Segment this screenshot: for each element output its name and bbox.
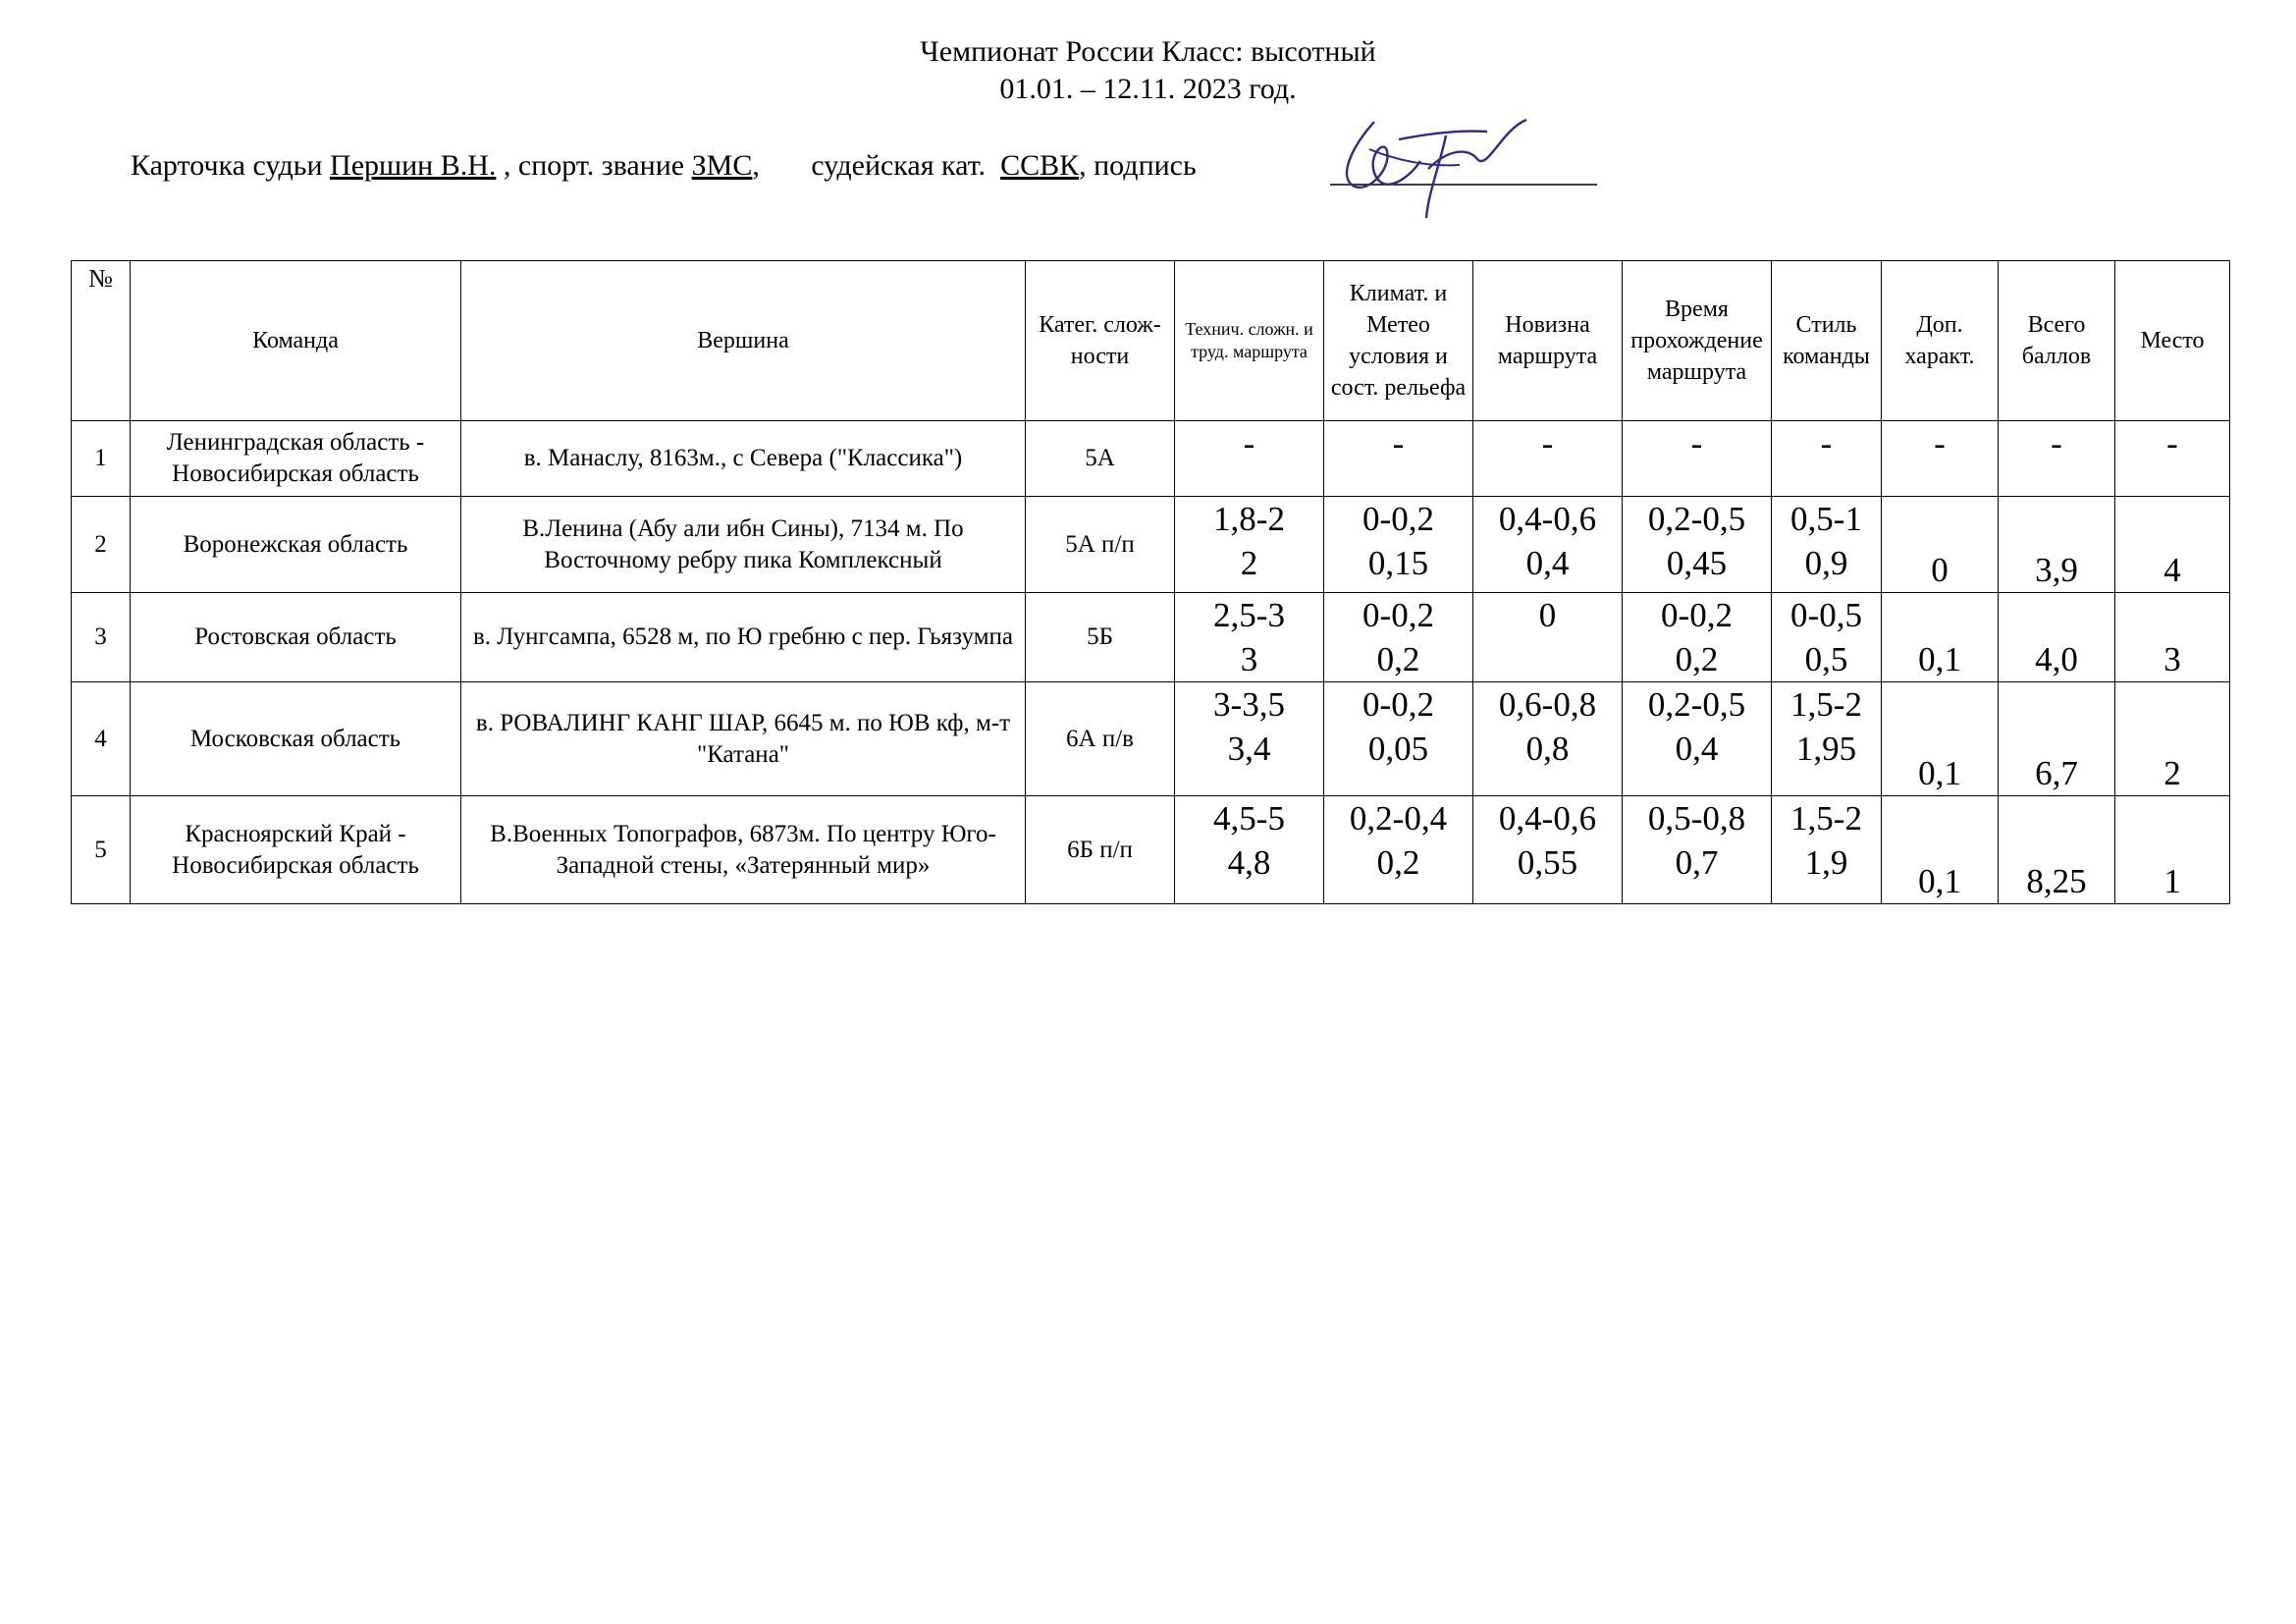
novelty-score: 0,4 [1525, 544, 1570, 582]
row-climate [1324, 593, 1473, 682]
row-tech [1175, 593, 1324, 682]
time-score: 0,4 [1675, 730, 1719, 768]
climate-range: 0-0,2 [1362, 596, 1434, 634]
header-extra: Доп. характ. [1882, 261, 1999, 421]
row-peak: В.Военных Топографов, 6873м. По центру Юго-Западной стены, «Затерянный мир» [461, 796, 1026, 904]
header-style: Стиль команды [1772, 261, 1882, 421]
style-score: 0,9 [1804, 544, 1848, 582]
table-row [72, 497, 2230, 593]
time-range: 0,5-0,8 [1647, 799, 1746, 838]
header-novelty: Новизна маршрута [1473, 261, 1623, 421]
row-style [1772, 593, 1882, 682]
row-extra: 0,1 [1882, 796, 1999, 904]
row-category: 5А [1026, 421, 1175, 497]
row-extra: - [1882, 421, 1999, 497]
row-category: 6Б п/п [1026, 796, 1175, 904]
row-extra: 0 [1882, 497, 1999, 593]
header-total: Всего баллов [1999, 261, 2115, 421]
row-time: - [1623, 421, 1772, 497]
novelty-range: 0,4-0,6 [1498, 500, 1597, 538]
row-time [1623, 593, 1772, 682]
climate-score: 0,2 [1376, 843, 1420, 882]
row-total: 8,25 [1999, 796, 2115, 904]
row-tech [1175, 796, 1324, 904]
novelty-score: 0,55 [1517, 843, 1578, 882]
novelty-score: 0,8 [1525, 730, 1570, 768]
row-total: 4,0 [1999, 593, 2115, 682]
header-time: Время прохождение маршрута [1623, 261, 1772, 421]
row-place: 3 [2115, 593, 2230, 682]
row-time [1623, 796, 1772, 904]
header-climate: Климат. и Метео условия и сост. рельефа [1324, 261, 1473, 421]
row-place: 1 [2115, 796, 2230, 904]
results-table [71, 260, 2230, 904]
tech-range: 3-3,5 [1213, 685, 1285, 724]
document-date-range: 01.01. – 12.11. 2023 год. [999, 73, 1297, 105]
judge-category: ССВК [1000, 149, 1080, 182]
row-place: 2 [2115, 682, 2230, 796]
time-score: 0,2 [1675, 640, 1719, 678]
row-peak: в. Лунгсампа, 6528 м, по Ю гребню с пер. Гьязумпа [461, 593, 1026, 682]
row-style [1772, 497, 1882, 593]
row-extra: 0,1 [1882, 682, 1999, 796]
row-novelty [1473, 682, 1623, 796]
judge-rank: ЗМС [691, 149, 753, 182]
row-team: Ленинградская область - Новосибирская область [131, 421, 461, 497]
row-tech [1175, 682, 1324, 796]
table-row [72, 796, 2230, 904]
row-tech: - [1175, 421, 1324, 497]
tech-range: 4,5-5 [1213, 799, 1285, 838]
climate-score: 0,15 [1367, 544, 1429, 582]
style-range: 1,5-2 [1790, 799, 1862, 838]
row-climate [1324, 497, 1473, 593]
style-range: 0,5-1 [1790, 500, 1862, 538]
row-num: 2 [72, 497, 131, 593]
row-team: Ростовская область [131, 593, 461, 682]
row-num: 1 [72, 421, 131, 497]
row-team: Красноярский Край - Новосибирская область [131, 796, 461, 904]
row-style [1772, 682, 1882, 796]
time-range: 0,2-0,5 [1647, 500, 1746, 538]
tech-score: 2 [1240, 544, 1258, 582]
tech-score: 4,8 [1227, 843, 1271, 882]
row-num: 5 [72, 796, 131, 904]
row-novelty [1473, 593, 1623, 682]
row-place: 4 [2115, 497, 2230, 593]
climate-score: 0,2 [1376, 640, 1420, 678]
novelty-range: 0,4-0,6 [1498, 799, 1597, 838]
row-climate [1324, 796, 1473, 904]
time-range: 0-0,2 [1661, 596, 1733, 634]
time-range: 0,2-0,5 [1647, 685, 1746, 724]
style-score: 1,95 [1795, 730, 1857, 768]
tech-score: 3,4 [1227, 730, 1271, 768]
table-row [72, 421, 2230, 497]
row-team: Воронежская область [131, 497, 461, 593]
tech-range: 1,8-2 [1213, 500, 1285, 538]
header-team: Команда [131, 261, 461, 421]
signature-image [1330, 110, 1600, 228]
row-total: 6,7 [1999, 682, 2115, 796]
row-novelty: - [1473, 421, 1623, 497]
row-category: 5А п/п [1026, 497, 1175, 593]
row-total: - [1999, 421, 2115, 497]
row-peak: в. РОВАЛИНГ КАНГ ШАР, 6645 м. по ЮВ кф, м-т "Катана" [461, 682, 1026, 796]
style-score: 0,5 [1804, 640, 1848, 678]
style-range: 0-0,5 [1790, 596, 1862, 634]
row-style [1772, 796, 1882, 904]
row-place: - [2115, 421, 2230, 497]
judge-label: Карточка судьи [131, 149, 323, 182]
row-total: 3,9 [1999, 497, 2115, 593]
row-peak: в. Манаслу, 8163м., с Севера ("Классика") [461, 421, 1026, 497]
header-tech: Технич. сложн. и труд. маршрута [1175, 261, 1324, 421]
row-novelty [1473, 497, 1623, 593]
climate-range: 0-0,2 [1362, 500, 1434, 538]
tech-range: 2,5-3 [1213, 596, 1285, 634]
header-num: № [72, 261, 131, 421]
row-novelty [1473, 796, 1623, 904]
category-label: судейская кат. [811, 149, 987, 182]
climate-range: 0-0,2 [1362, 685, 1434, 724]
rank-label: , спорт. звание [503, 149, 685, 182]
header-place: Место [2115, 261, 2230, 421]
novelty-range: 0,6-0,8 [1498, 685, 1597, 724]
row-extra: 0,1 [1882, 593, 1999, 682]
tech-score: 3 [1240, 640, 1258, 678]
table-row [72, 593, 2230, 682]
row-category: 5Б [1026, 593, 1175, 682]
style-score: 1,9 [1804, 843, 1848, 882]
row-climate [1324, 682, 1473, 796]
style-range: 1,5-2 [1790, 685, 1862, 724]
row-climate: - [1324, 421, 1473, 497]
climate-range: 0,2-0,4 [1349, 799, 1448, 838]
table-row [72, 682, 2230, 796]
row-num: 3 [72, 593, 131, 682]
row-team: Московская область [131, 682, 461, 796]
judge-name: Першин В.Н. [330, 149, 497, 182]
row-num: 4 [72, 682, 131, 796]
row-style: - [1772, 421, 1882, 497]
header-category: Катег. слож-ности [1026, 261, 1175, 421]
document-title: Чемпионат России Класс: высотный [920, 35, 1376, 68]
row-tech [1175, 497, 1324, 593]
header-peak: Вершина [461, 261, 1026, 421]
judge-card-line: Карточка судьи Першин В.Н. , спорт. звание ЗМС, судейская кат. ССВК, подпись [131, 149, 1197, 182]
row-time [1623, 682, 1772, 796]
novelty-score: 0 [1538, 596, 1557, 634]
time-score: 0,45 [1666, 544, 1728, 582]
signature-label: , подпись [1079, 149, 1197, 182]
climate-score: 0,05 [1367, 730, 1429, 768]
time-score: 0,7 [1675, 843, 1719, 882]
row-time [1623, 497, 1772, 593]
table-header-row [72, 261, 2230, 421]
row-peak: В.Ленина (Абу али ибн Сины), 7134 м. По Восточному ребру пика Комплексный [461, 497, 1026, 593]
row-category: 6А п/в [1026, 682, 1175, 796]
